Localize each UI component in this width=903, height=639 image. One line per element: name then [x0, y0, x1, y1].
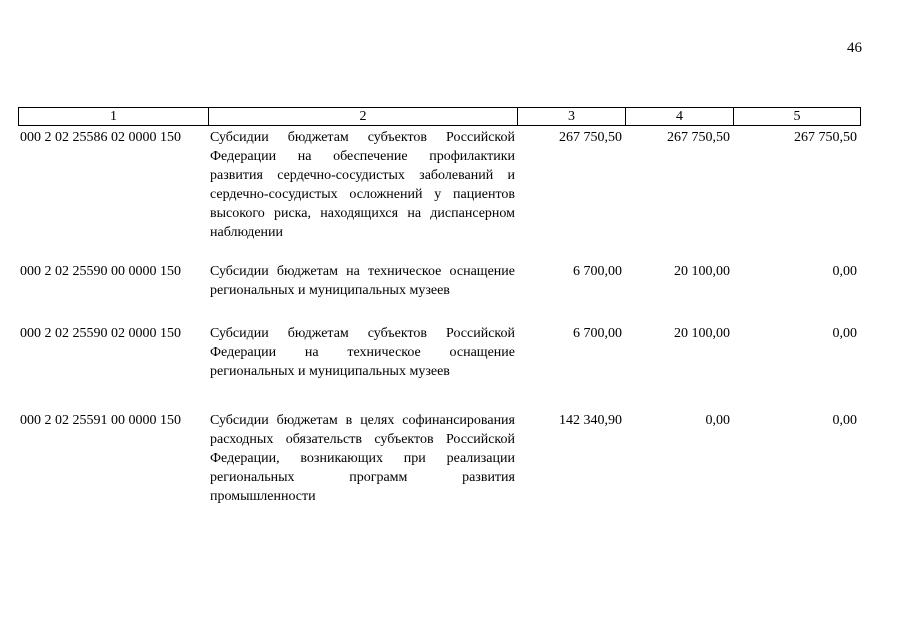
- amount-column-4: 0,00: [705, 413, 730, 428]
- budget-code: 000 2 02 25591 00 0000 150: [20, 413, 181, 428]
- amount-column-5: 0,00: [832, 413, 857, 428]
- amount-column-4: 20 100,00: [674, 264, 730, 279]
- table-row: [18, 262, 861, 324]
- amount-column-3: 6 700,00: [573, 264, 622, 279]
- table-header-row: [18, 107, 861, 126]
- column-header-2: 2: [208, 108, 517, 125]
- budget-table: [18, 107, 861, 504]
- column-header-5: 5: [733, 108, 860, 125]
- table-row: [18, 411, 861, 504]
- amount-column-5: 0,00: [832, 264, 857, 279]
- amount-column-5: 267 750,50: [794, 130, 857, 145]
- amount-column-4: 267 750,50: [667, 130, 730, 145]
- income-description: Субсидии бюджетам в целях софинансирования расходных обязательств субъектов Российской Федерации, возникающих при реализации региональных программ развития промышленности: [210, 413, 515, 504]
- table-row: [18, 324, 861, 411]
- budget-code: 000 2 02 25586 02 0000 150: [20, 130, 181, 145]
- income-description: Субсидии бюджетам субъектов Российской Федерации на обеспечение профилактики развития сердечно-сосудистых заболеваний и сердечно-сосудистых осложнений у пациентов высокого риска, находящихся на диспансерном наблюдении: [210, 130, 515, 240]
- table-row: [18, 128, 861, 262]
- amount-column-3: 142 340,90: [559, 413, 622, 428]
- income-description: Субсидии бюджетам на техническое оснащение региональных и муниципальных музеев: [210, 264, 515, 298]
- income-description: Субсидии бюджетам субъектов Российской Федерации на техническое оснащение региональных и муниципальных музеев: [210, 326, 515, 379]
- column-header-4: 4: [625, 108, 733, 125]
- amount-column-3: 267 750,50: [559, 130, 622, 145]
- amount-column-5: 0,00: [832, 326, 857, 341]
- budget-code: 000 2 02 25590 00 0000 150: [20, 264, 181, 279]
- amount-column-4: 20 100,00: [674, 326, 730, 341]
- column-header-1: 1: [110, 109, 117, 124]
- column-header-3: 3: [517, 108, 625, 125]
- amount-column-3: 6 700,00: [573, 326, 622, 341]
- budget-code: 000 2 02 25590 02 0000 150: [20, 326, 181, 341]
- page-number: 46: [847, 40, 862, 56]
